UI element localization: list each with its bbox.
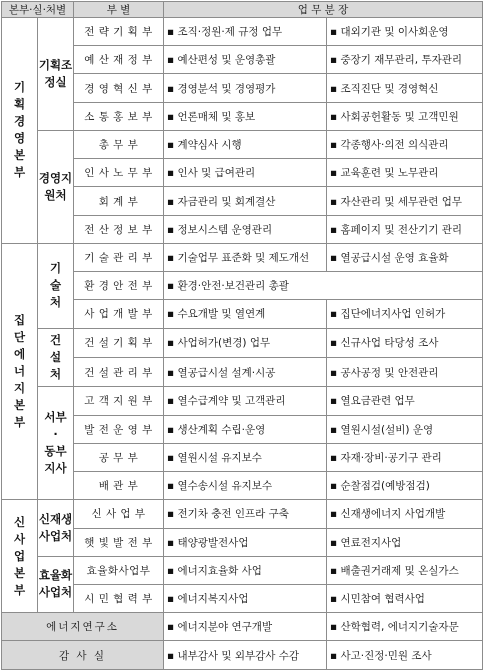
table-row xyxy=(2,387,483,415)
department-cell: 효율화사업부 xyxy=(74,556,164,584)
department-cell: 신 사 업 부 xyxy=(74,500,164,528)
table-row xyxy=(2,243,483,271)
duty-cell: ▪ 각종행사·의전 의식관리 xyxy=(327,130,483,158)
footer-unit-cell: 에너지연구소 xyxy=(2,613,164,641)
department-cell: 예 산 재 정 부 xyxy=(74,46,164,74)
table-row xyxy=(2,272,483,300)
duty-cell: ▪ 교육훈련 및 노무관리 xyxy=(327,159,483,187)
table-row xyxy=(2,415,483,443)
duty-cell: ▪ 기술업무 표준화 및 제도개선 xyxy=(164,243,327,271)
table-row xyxy=(2,18,483,46)
duty-cell: ▪ 산학협력, 에너지기술자문 xyxy=(327,613,483,641)
duty-cell: ▪ 에너지효율화 사업 xyxy=(164,556,327,584)
duty-cell: ▪ 홈페이지 및 전산기기 관리 xyxy=(327,215,483,243)
table-row xyxy=(2,215,483,243)
duty-cell: ▪ 자재·장비·공기구 관리 xyxy=(327,443,483,471)
department-cell: 건 설 기 획 부 xyxy=(74,328,164,357)
duty-cell: ▪ 배출권거래제 및 온실가스 xyxy=(327,556,483,584)
department-cell: 건 설 관 리 부 xyxy=(74,357,164,386)
department-cell: 공 무 부 xyxy=(74,443,164,471)
duty-cell: ▪ 에너지복지사업 xyxy=(164,584,327,612)
table-row xyxy=(2,102,483,130)
department-cell: 전 산 정 보 부 xyxy=(74,215,164,243)
duty-cell: ▪ 열요금관련 업무 xyxy=(327,387,483,415)
unit-cell: 신재생 사업처 xyxy=(38,500,74,556)
table-row xyxy=(2,472,483,500)
duty-cell: ▪ 집단에너지사업 인허가 xyxy=(327,300,483,328)
department-cell: 시 민 협 력 부 xyxy=(74,584,164,612)
duty-cell: ▪ 내부감사 및 외부감사 수감 xyxy=(164,641,327,670)
duty-cell: ▪ 대외기관 및 이사회운영 xyxy=(327,18,483,46)
department-cell: 전 략 기 획 부 xyxy=(74,18,164,46)
table-row xyxy=(2,500,483,528)
table-body xyxy=(2,18,483,670)
duty-cell: ▪ 언론매체 및 홍보 xyxy=(164,102,327,130)
duty-cell: ▪ 조직·정원·제 규정 업무 xyxy=(164,18,327,46)
duty-cell: ▪ 수요개발 및 열연계 xyxy=(164,300,327,328)
duty-cell: ▪ 사업허가(변경) 업무 xyxy=(164,328,327,357)
department-cell: 발 전 운 영 부 xyxy=(74,415,164,443)
duty-cell: ▪ 전기차 충전 인프라 구축 xyxy=(164,500,327,528)
duty-cell: ▪ 순찰점검(예방점검) xyxy=(327,472,483,500)
duty-cell: ▪ 자산관리 및 세무관련 업무 xyxy=(327,187,483,215)
department-cell: 총 무 부 xyxy=(74,130,164,158)
duty-cell: ▪ 에너지분야 연구개발 xyxy=(164,613,327,641)
table-row xyxy=(2,300,483,328)
footer-unit-cell: 감 사 실 xyxy=(2,641,164,670)
department-cell: 고 객 지 원 부 xyxy=(74,387,164,415)
duty-cell: ▪ 경영분석 및 경영평가 xyxy=(164,74,327,102)
duty-cell: ▪ 환경·안전·보건관리 총괄 xyxy=(164,272,483,300)
unit-cell: 효율화 사업처 xyxy=(38,556,74,612)
table-row xyxy=(2,74,483,102)
division-cell: 기 획 경 영 본 부 xyxy=(2,18,38,244)
duty-cell: ▪ 계약심사 시행 xyxy=(164,130,327,158)
department-cell: 햇 빛 발 전 부 xyxy=(74,528,164,556)
duty-cell: ▪ 열원시설(설비) 운영 xyxy=(327,415,483,443)
table-row xyxy=(2,187,483,215)
table-row xyxy=(2,328,483,357)
table-row xyxy=(2,556,483,584)
unit-cell: 기 술 처 xyxy=(38,243,74,328)
org-duty-table xyxy=(1,1,483,670)
duty-cell: ▪ 사고·진정·민원 조사 xyxy=(327,641,483,670)
department-cell: 배 관 부 xyxy=(74,472,164,500)
duty-cell: ▪ 사회공헌활동 및 고객민원 xyxy=(327,102,483,130)
duty-cell: ▪ 열공급시설 운영 효율화 xyxy=(327,243,483,271)
department-cell: 경 영 혁 신 부 xyxy=(74,74,164,102)
table-row xyxy=(2,357,483,386)
department-cell: 회 계 부 xyxy=(74,187,164,215)
header-duties: 업 무 분 장 xyxy=(164,2,483,18)
division-cell: 집 단 에 너 지 본 부 xyxy=(2,243,38,499)
duty-cell: ▪ 정보시스템 운영관리 xyxy=(164,215,327,243)
table-row xyxy=(2,130,483,158)
table-header-row xyxy=(2,2,483,18)
table-row xyxy=(2,46,483,74)
department-cell: 인 사 노 무 부 xyxy=(74,159,164,187)
table-row xyxy=(2,443,483,471)
department-cell: 사 업 개 발 부 xyxy=(74,300,164,328)
table-row xyxy=(2,613,483,641)
header-department: 부 별 xyxy=(74,2,164,18)
department-cell: 기 술 관 리 부 xyxy=(74,243,164,271)
duty-cell: ▪ 시민참여 협력사업 xyxy=(327,584,483,612)
duty-cell: ▪ 중장기 재무관리, 투자관리 xyxy=(327,46,483,74)
duty-cell: ▪ 열공급시설 설계·시공 xyxy=(164,357,327,386)
table-row xyxy=(2,584,483,612)
unit-cell: 기획조 정실 xyxy=(38,18,74,131)
table-row xyxy=(2,528,483,556)
duty-cell: ▪ 열수송시설 유지보수 xyxy=(164,472,327,500)
duty-cell: ▪ 열수급계약 및 고객관리 xyxy=(164,387,327,415)
unit-cell: 건 설 처 xyxy=(38,328,74,387)
duty-cell: ▪ 태양광발전사업 xyxy=(164,528,327,556)
division-cell: 신 사 업 본 부 xyxy=(2,500,38,613)
unit-cell: 경영지 원처 xyxy=(38,130,74,243)
header-division: 본부·실·처별 xyxy=(2,2,74,18)
department-cell: 소 통 홍 보 부 xyxy=(74,102,164,130)
unit-cell: 서부 · 동부 지사 xyxy=(38,387,74,500)
table-row xyxy=(2,641,483,670)
department-cell: 환 경 안 전 부 xyxy=(74,272,164,300)
duty-cell: ▪ 생산계획 수립·운영 xyxy=(164,415,327,443)
duty-cell: ▪ 인사 및 급여관리 xyxy=(164,159,327,187)
duty-cell: ▪ 열원시설 유지보수 xyxy=(164,443,327,471)
duty-cell: ▪ 공사공정 및 안전관리 xyxy=(327,357,483,386)
duty-cell: ▪ 신재생에너지 사업개발 xyxy=(327,500,483,528)
duty-cell: ▪ 조직진단 및 경영혁신 xyxy=(327,74,483,102)
table-row xyxy=(2,159,483,187)
duty-cell: ▪ 예산편성 및 운영총괄 xyxy=(164,46,327,74)
duty-cell: ▪ 자금관리 및 회계결산 xyxy=(164,187,327,215)
duty-cell: ▪ 신규사업 타당성 조사 xyxy=(327,328,483,357)
duty-cell: ▪ 연료전지사업 xyxy=(327,528,483,556)
